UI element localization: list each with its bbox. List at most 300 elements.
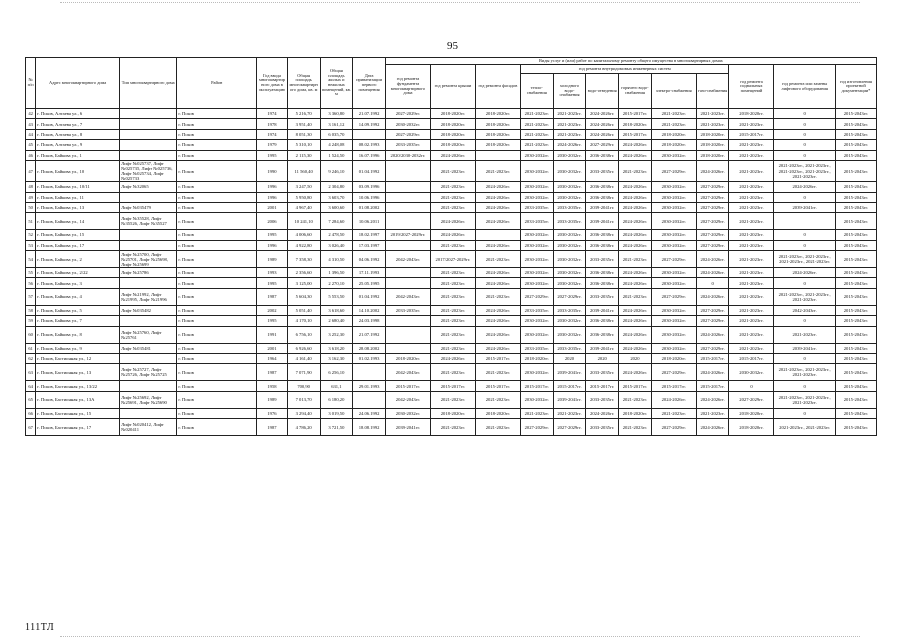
cell-area-living: 2 478,50	[320, 230, 353, 240]
cell-year: 1995	[257, 150, 288, 160]
cell-heat: 2033-2035гг.	[520, 305, 553, 315]
cell-district: г. Псков	[177, 381, 257, 391]
cell-num: 58	[26, 305, 36, 315]
cell-sewer: 2039-2041гг.	[586, 305, 619, 315]
cell-design: 2015-2043гг.	[835, 316, 876, 326]
cell-lift-list: Лифт №25700, Лифт №25701, Лифт №25698, Лифт №25699	[120, 251, 177, 268]
cell-area-total: 700,90	[287, 381, 320, 391]
cell-sewer: 2036-2038гг.	[586, 240, 619, 250]
table-row	[26, 213, 877, 230]
cell-priv-date: 16.07.1996	[353, 150, 386, 160]
cell-address: г. Псков, Байкова ул., 11	[36, 192, 120, 202]
header-design: год изготовления проектной документации*	[835, 65, 876, 109]
cell-priv-date: 03.09.1996	[353, 182, 386, 192]
footer-mark: 111ТЛ	[25, 622, 55, 633]
cell-address: г. Псков, Байкова ул., 1	[36, 150, 120, 160]
cell-heat: 2030-2032гг.	[520, 364, 553, 381]
table-row	[26, 129, 877, 139]
cell-lift-list	[120, 119, 177, 129]
cell-hot: 2024-2026гг.	[619, 230, 652, 240]
cell-year: 1958	[257, 381, 288, 391]
cell-basement: 2021-2023гг.	[729, 230, 774, 240]
cell-gas: 2024-2026гг.	[696, 391, 729, 408]
cell-priv-date: 28.08.2002	[353, 343, 386, 353]
cell-facade: 2021-2023гг.	[475, 364, 520, 381]
cell-year: 1995	[257, 230, 288, 240]
cell-cold: 2021-2023гг.	[553, 109, 586, 119]
cell-cold: 2030-2032гг.	[553, 278, 586, 288]
cell-sewer: 2036-2038гг.	[586, 182, 619, 192]
table-row	[26, 316, 877, 326]
cell-address: г. Псков, Байкова ул., 8	[36, 326, 120, 343]
cell-foundation: 2030-2032гг.	[385, 408, 430, 418]
cell-electro: 2018-2020гг.	[651, 129, 696, 139]
cell-num: 44	[26, 129, 36, 139]
cell-roof: 2024-2026гг.	[430, 230, 475, 240]
cell-roof: 2021-2023гг.	[430, 240, 475, 250]
cell-hot: 2021-2023гг.	[619, 419, 652, 436]
cell-roof: 2018-2020гг.	[430, 129, 475, 139]
cell-basement: 2015-2017гг.	[729, 129, 774, 139]
cell-cold: 2030-2032гг.	[553, 192, 586, 202]
cell-lift-list	[120, 381, 177, 391]
cell-lift-list	[120, 240, 177, 250]
cell-area-total: 6 756,10	[287, 326, 320, 343]
cell-roof: 2021-2023гг.	[430, 160, 475, 181]
cell-roof: 2018-2020гг.	[430, 119, 475, 129]
cell-area-living: 6 180,20	[320, 391, 353, 408]
cell-basement: 2021-2023гг.	[729, 213, 774, 230]
cell-lift: 0	[774, 240, 835, 250]
cell-num: 59	[26, 316, 36, 326]
cell-area-total: 4 786,20	[287, 419, 320, 436]
cell-design: 2015-2043гг.	[835, 251, 876, 268]
cell-basement: 2021-2023гг.	[729, 251, 774, 268]
cell-cold: 2030-2032гг.	[553, 150, 586, 160]
cell-cold: 2030-2032гг.	[553, 240, 586, 250]
cell-facade: 2024-2026гг.	[475, 202, 520, 212]
cell-lift: 2039-2041гг.	[774, 202, 835, 212]
cell-lift-list: Лифт №25692, Лифт №25691, Лифт №25690	[120, 391, 177, 408]
cell-num: 65	[26, 391, 36, 408]
cell-lift-list: Лифт №35528, Лифт №35526, Лифт №35527	[120, 213, 177, 230]
cell-foundation	[385, 160, 430, 181]
cell-area-living: 3 618,20	[320, 343, 353, 353]
cell-lift-list	[120, 230, 177, 240]
cell-electro: 2027-2029гг.	[651, 419, 696, 436]
cell-roof: 2021-2023гг.	[430, 419, 475, 436]
cell-design: 2015-2043гг.	[835, 230, 876, 240]
cell-num: 57	[26, 288, 36, 305]
cell-design: 2015-2043гг.	[835, 182, 876, 192]
cell-area-living: 2 680,40	[320, 316, 353, 326]
cell-num: 46	[26, 150, 36, 160]
cell-sewer: 2033-2035гг.	[586, 251, 619, 268]
cell-priv-date	[353, 391, 386, 408]
cell-area-living: 6 256,10	[320, 364, 353, 381]
header-cold: холодного водо-снабжения	[553, 74, 586, 109]
cell-design: 2015-2043гг.	[835, 354, 876, 364]
cell-electro: 2030-2032гг.	[651, 343, 696, 353]
cell-heat: 2030-2032гг.	[520, 230, 553, 240]
cell-priv-date: 01.02.1993	[353, 354, 386, 364]
cell-electro: 2030-2032гг.	[651, 213, 696, 230]
cell-area-living: 3 721,50	[320, 419, 353, 436]
cell-foundation: 2019/2027-2029гг.	[385, 230, 430, 240]
header-address: Адрес многоквартирного дома	[36, 58, 120, 109]
cell-district: г. Псков	[177, 288, 257, 305]
table-row	[26, 354, 877, 364]
header-works-group: Виды услуг и (или) работ по капитальному ремонту общего имущества в многоквартирных домах	[385, 58, 876, 65]
cell-area-living: 1 396,50	[320, 268, 353, 278]
cell-address: г. Псков, Бастионная ул., 15	[36, 408, 120, 418]
cell-basement: 2021-2023гг.	[729, 182, 774, 192]
cell-foundation: 2033-2035гг.	[385, 305, 430, 315]
cell-year: 1995	[257, 278, 288, 288]
cell-basement: 2018-2020гг.	[729, 109, 774, 119]
table-row	[26, 109, 877, 119]
cell-cold: 2030-2032гг.	[553, 230, 586, 240]
cell-facade	[475, 150, 520, 160]
cell-area-living: 4 248,08	[320, 140, 353, 150]
cell-sewer: 2033-2035гг.	[586, 419, 619, 436]
table-row	[26, 182, 877, 192]
cell-roof: 2018-2020гг.	[430, 109, 475, 119]
cell-gas: 2027-2029гг.	[696, 213, 729, 230]
header-gas: газо-снабжения	[696, 74, 729, 109]
cell-num: 51	[26, 213, 36, 230]
cell-hot: 2024-2026гг.	[619, 343, 652, 353]
cell-lift-list	[120, 140, 177, 150]
cell-foundation: 2030-2032гг.	[385, 119, 430, 129]
cell-facade: 2018-2020гг.	[475, 408, 520, 418]
cell-gas: 2027-2029гг.	[696, 305, 729, 315]
table-body	[26, 109, 877, 436]
cell-design: 2015-2043гг.	[835, 213, 876, 230]
cell-year: 1976	[257, 408, 288, 418]
cell-area-living: 3 603,70	[320, 192, 353, 202]
cell-heat: 2027-2029гг.	[520, 419, 553, 436]
cell-hot: 2024-2026гг.	[619, 316, 652, 326]
cell-lift: 2021-2023гг., 2021-2023гг., 2021-2023гг., 2021-2023гг., 2021-2023гг.	[774, 160, 835, 181]
cell-area-total: 5 310,10	[287, 140, 320, 150]
cell-heat: 2021-2023гг.	[520, 140, 553, 150]
cell-facade: 2021-2023гг.	[475, 288, 520, 305]
cell-electro: 2027-2029гг.	[651, 251, 696, 268]
cell-address: г. Псков, Бастионная ул., 13	[36, 364, 120, 381]
cell-heat: 2030-2032гг.	[520, 326, 553, 343]
cell-priv-date: 14.09.1992	[353, 119, 386, 129]
cell-address: г. Псков, Бастионная ул., 12	[36, 354, 120, 364]
table-row	[26, 288, 877, 305]
cell-cold: 2039-2041гг.	[553, 391, 586, 408]
cell-heat: 2027-2029гг.	[520, 288, 553, 305]
cell-district: г. Псков	[177, 326, 257, 343]
cell-gas: 2021-2023гг.	[696, 119, 729, 129]
cell-electro: 2018-2020гг.	[651, 354, 696, 364]
cell-year: 1996	[257, 192, 288, 202]
table-row	[26, 230, 877, 240]
cell-lift: 2021-2023гг., 2021-2023гг., 2021-2023гг.	[774, 364, 835, 381]
cell-lift-list: Лифт №21992, Лифт №21995, Лифт №21996	[120, 288, 177, 305]
cell-roof: 2021-2023гг.	[430, 364, 475, 381]
cell-roof: 2021-2023гг.	[430, 278, 475, 288]
cell-district: г. Псков	[177, 202, 257, 212]
cell-district: г. Псков	[177, 251, 257, 268]
cell-district: г. Псков	[177, 213, 257, 230]
table-row	[26, 278, 877, 288]
cell-roof: 2017/2027-2029гг.	[430, 251, 475, 268]
cell-lift-list	[120, 278, 177, 288]
cell-area-living: 3 252,30	[320, 326, 353, 343]
cell-address: г. Псков, Байкова ул., 9	[36, 343, 120, 353]
header-year: Год ввода многоквартирного дома в эксплуатацию	[257, 58, 288, 109]
cell-hot: 2015-2017гг.	[619, 381, 652, 391]
cell-cold: 2030-2032гг.	[553, 268, 586, 278]
cell-area-total: 5 604,30	[287, 288, 320, 305]
cell-lift: 0	[774, 381, 835, 391]
cell-lift: 2024-2026гг.	[774, 182, 835, 192]
cell-lift: 0	[774, 109, 835, 119]
cell-cold: 2021-2023гг.	[553, 119, 586, 129]
cell-year: 1987	[257, 288, 288, 305]
cell-basement: 2018-2020гг.	[729, 419, 774, 436]
table-row	[26, 326, 877, 343]
cell-area-total: 5 051,40	[287, 305, 320, 315]
cell-facade: 2015-2017гг.	[475, 381, 520, 391]
table-row	[26, 192, 877, 202]
cell-sewer: 2024-2026гг.	[586, 119, 619, 129]
cell-basement: 2021-2023гг.	[729, 343, 774, 353]
cell-num: 64	[26, 381, 36, 391]
cell-sewer: 2039-2041гг.	[586, 343, 619, 353]
cell-hot: 2015-2017гг.	[619, 129, 652, 139]
cell-basement: 2021-2023гг.	[729, 268, 774, 278]
cell-basement: 2015-2017гг.	[729, 354, 774, 364]
cell-cold: 2033-2035гг.	[553, 213, 586, 230]
cell-year: 1995	[257, 316, 288, 326]
cell-gas: 2027-2029гг.	[696, 343, 729, 353]
cell-foundation: 2027-2029гг.	[385, 109, 430, 119]
header-hot: горячего водо-снабжения	[619, 74, 652, 109]
cell-heat: 2033-2035гг.	[520, 202, 553, 212]
cell-hot: 2024-2026гг.	[619, 326, 652, 343]
cell-hot: 2024-2026гг.	[619, 268, 652, 278]
cell-lift: 0	[774, 278, 835, 288]
cell-heat: 2030-2032гг.	[520, 150, 553, 160]
cell-roof: 2021-2023гг.	[430, 288, 475, 305]
header-type: Тип многоквартирного дома	[120, 58, 177, 109]
cell-priv-date: 17.03.1997	[353, 240, 386, 250]
cell-num: 62	[26, 354, 36, 364]
cell-num: 45	[26, 140, 36, 150]
page-number: 95	[447, 40, 458, 52]
table-row	[26, 364, 877, 381]
cell-num: 55	[26, 268, 36, 278]
cell-design: 2015-2043гг.	[835, 408, 876, 418]
cell-gas: 2027-2029гг.	[696, 182, 729, 192]
cell-design: 2015-2043гг.	[835, 326, 876, 343]
cell-electro: 2030-2032гг.	[651, 240, 696, 250]
cell-electro: 2030-2032гг.	[651, 230, 696, 240]
cell-address: г. Псков, Байкова ул., 3	[36, 278, 120, 288]
cell-priv-date: 08.02.1993	[353, 140, 386, 150]
cell-design: 2015-2043гг.	[835, 305, 876, 315]
cell-basement: 2021-2023гг.	[729, 119, 774, 129]
cell-area-living: 6 035,70	[320, 129, 353, 139]
cell-hot: 2020	[619, 354, 652, 364]
cell-electro: 2021-2023гг.	[651, 119, 696, 129]
table-row	[26, 240, 877, 250]
cell-hot: 2024-2026гг.	[619, 182, 652, 192]
cell-design: 2015-2043гг.	[835, 140, 876, 150]
cell-gas: 2015-2017гг.	[696, 354, 729, 364]
cell-district: г. Псков	[177, 419, 257, 436]
cell-lift: 2021-2023гг., 2021-2023гг., 2021-2023гг.	[774, 391, 835, 408]
cell-gas: 2018-2020гг.	[696, 140, 729, 150]
cell-facade: 2015-2017гг.	[475, 354, 520, 364]
cell-hot: 2021-2023гг.	[619, 288, 652, 305]
cell-area-living: 7 284,60	[320, 213, 353, 230]
cell-gas: 2024-2026гг.	[696, 288, 729, 305]
cell-area-total: 7 013,70	[287, 391, 320, 408]
cell-facade: 2024-2026гг.	[475, 326, 520, 343]
cell-gas: 2027-2029гг.	[696, 240, 729, 250]
cell-lift-list	[120, 316, 177, 326]
cell-foundation: 2033-2035гг.	[385, 140, 430, 150]
cell-district: г. Псков	[177, 129, 257, 139]
cell-roof: 2021-2023гг.	[430, 202, 475, 212]
cell-year: 2002	[257, 305, 288, 315]
cell-basement: 2021-2023гг.	[729, 278, 774, 288]
cell-basement: 2030-2032гг.	[729, 364, 774, 381]
cell-year: 1991	[257, 326, 288, 343]
cell-lift: 0	[774, 230, 835, 240]
cell-facade	[475, 230, 520, 240]
cell-foundation	[385, 202, 430, 212]
cell-basement: 2021-2023гг.	[729, 326, 774, 343]
cell-year: 1987	[257, 419, 288, 436]
cell-year: 2001	[257, 202, 288, 212]
cell-area-total: 4 967,40	[287, 202, 320, 212]
header-roof: год ремонта крыши	[430, 65, 475, 109]
cell-foundation	[385, 213, 430, 230]
cell-num: 49	[26, 192, 36, 202]
cell-facade: 2024-2026гг.	[475, 343, 520, 353]
cell-lift: 0	[774, 140, 835, 150]
cell-sewer: 2036-2038гг.	[586, 268, 619, 278]
cell-foundation: 2015-2017гг.	[385, 381, 430, 391]
cell-gas: 2015-2017гг.	[696, 381, 729, 391]
cell-facade: 2024-2026гг.	[475, 240, 520, 250]
cell-sewer: 2027-2029гг.	[586, 140, 619, 150]
header-priv-date: Дата приватизации первого помещения	[353, 58, 386, 109]
cell-cold: 2027-2029гг.	[553, 288, 586, 305]
cell-foundation	[385, 182, 430, 192]
cell-gas: 2027-2029гг.	[696, 192, 729, 202]
cell-year: 1964	[257, 354, 288, 364]
cell-sewer: 2033-2035гг.	[586, 391, 619, 408]
header-facade: год ремонта фасадов	[475, 65, 520, 109]
cell-foundation: 2020/2030-2032гг.	[385, 150, 430, 160]
cell-area-total: 7 071,90	[287, 364, 320, 381]
cell-basement: 2021-2023гг.	[729, 288, 774, 305]
cell-design: 2015-2043гг.	[835, 150, 876, 160]
cell-priv-date: 21.07.1992	[353, 326, 386, 343]
cell-priv-date: 17.11.1993	[353, 268, 386, 278]
cell-address: г. Псков, Байкова ул., 15	[36, 230, 120, 240]
cell-num: 63	[26, 364, 36, 381]
cell-cold: 2030-2032гг.	[553, 326, 586, 343]
cell-hot: 2024-2026гг.	[619, 192, 652, 202]
cell-cold: 2039-2041гг.	[553, 364, 586, 381]
cell-facade: 2024-2026гг.	[475, 305, 520, 315]
cell-basement: 2021-2023гг.	[729, 305, 774, 315]
cell-heat: 2015-2017гг.	[520, 381, 553, 391]
cell-hot: 2024-2026гг.	[619, 240, 652, 250]
cell-address: г. Псков, Байкова ул., 7	[36, 316, 120, 326]
cell-heat: 2030-2032гг.	[520, 192, 553, 202]
table-row	[26, 119, 877, 129]
cell-num: 54	[26, 251, 36, 268]
cell-basement: 2021-2023гг.	[729, 150, 774, 160]
cell-cold: 2021-2023гг.	[553, 408, 586, 418]
cell-roof: 2021-2023гг.	[430, 391, 475, 408]
cell-area-living: 1 524,50	[320, 150, 353, 160]
cell-design: 2015-2043гг.	[835, 202, 876, 212]
cell-roof: 2024-2026гг.	[430, 150, 475, 160]
cell-design: 2015-2043гг.	[835, 240, 876, 250]
cell-lift: 2021-2023гг., 2021-2023гг.	[774, 419, 835, 436]
cell-design: 2015-2043гг.	[835, 288, 876, 305]
cell-electro: 2021-2023гг.	[651, 109, 696, 119]
table-row	[26, 391, 877, 408]
cell-basement: 2021-2023гг.	[729, 192, 774, 202]
cell-area-living: 3 360,80	[320, 109, 353, 119]
cell-lift: 2042-2043гг.	[774, 305, 835, 315]
cell-year: 1989	[257, 251, 288, 268]
cell-lift: 2039-2041гг.	[774, 343, 835, 353]
cell-address: г. Псков, Байкова ул., 5	[36, 305, 120, 315]
cell-area-living: 3 019,50	[320, 408, 353, 418]
cell-gas: 2027-2029гг.	[696, 230, 729, 240]
cell-area-living: 631,1	[320, 381, 353, 391]
header-area-living: Общая площадь жилых и нежилых помещений, кв. м	[320, 58, 353, 109]
cell-roof: 2021-2023гг.	[430, 305, 475, 315]
cell-foundation	[385, 192, 430, 202]
header-foundation: год ремонта фундамента многоквартирного дома	[385, 65, 430, 109]
cell-design: 2015-2043гг.	[835, 391, 876, 408]
cell-roof: 2021-2023гг.	[430, 182, 475, 192]
cell-lift	[774, 213, 835, 230]
cell-sewer: 2036-2038гг.	[586, 150, 619, 160]
cell-district: г. Псков	[177, 150, 257, 160]
table-header	[26, 58, 877, 109]
cell-lift-list: Лифт №025737, Лифт №025735, Лифт №025736, Лифт №025734, Лифт №025733	[120, 160, 177, 181]
header-basement: год ремонта подвальных помещений	[729, 65, 774, 109]
cell-sewer: 2033-2035гг.	[586, 288, 619, 305]
cell-lift-list	[120, 129, 177, 139]
cell-facade: 2024-2026гг.	[475, 213, 520, 230]
cell-facade: 2021-2023гг.	[475, 391, 520, 408]
cell-cold: 2027-2029гг.	[553, 419, 586, 436]
cell-lift: 2024-2026гг.	[774, 268, 835, 278]
table-row	[26, 419, 877, 436]
cell-heat: 2033-2035гг.	[520, 343, 553, 353]
cell-num: 52	[26, 230, 36, 240]
cell-electro: 2024-2026гг.	[651, 391, 696, 408]
cell-district: г. Псков	[177, 408, 257, 418]
